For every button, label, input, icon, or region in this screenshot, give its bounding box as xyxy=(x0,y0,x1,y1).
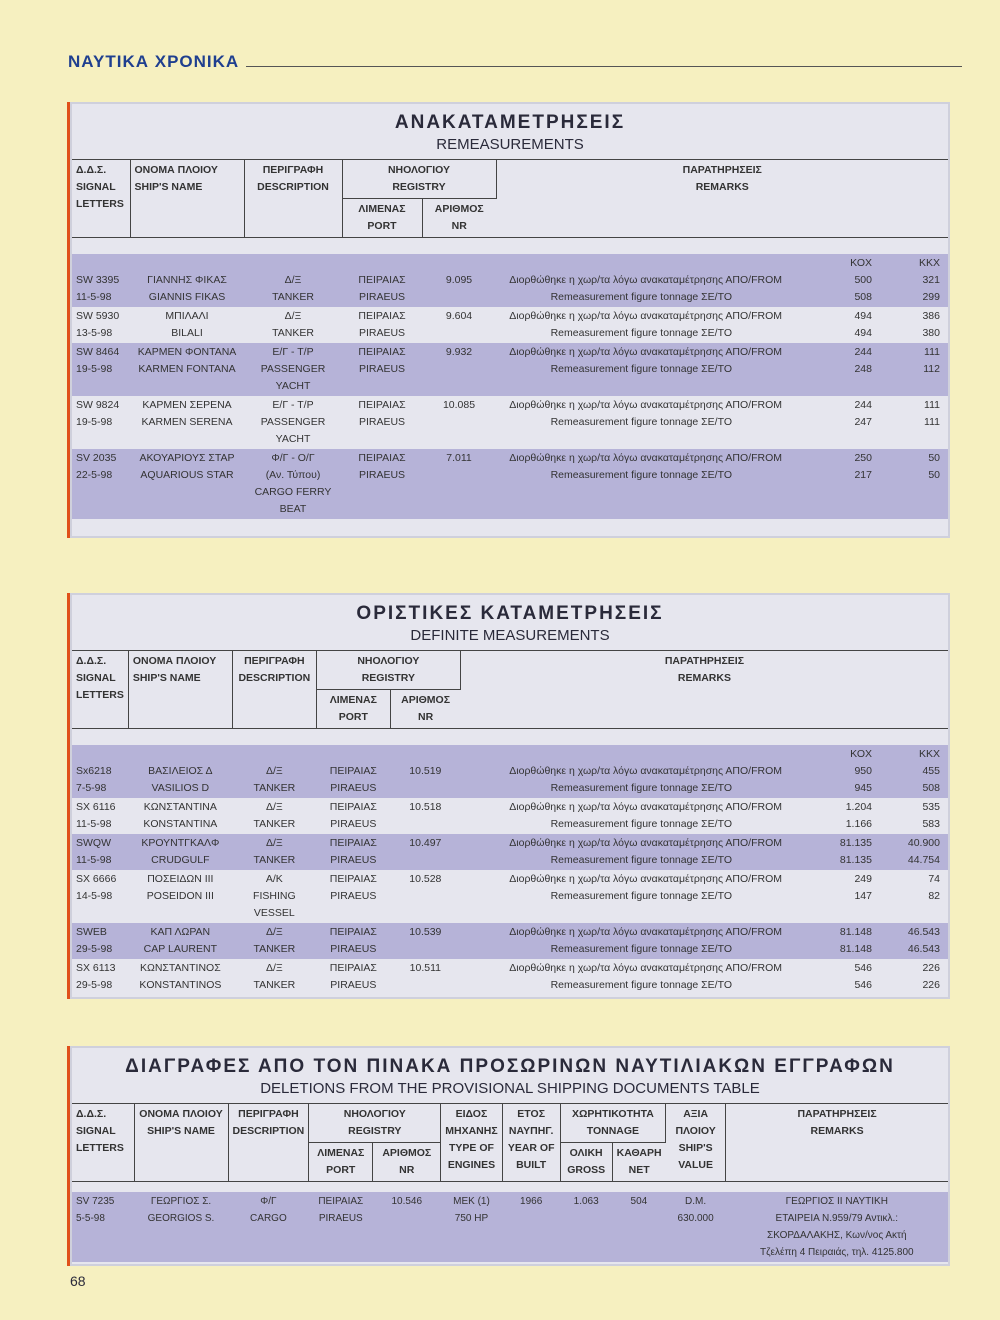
ship-name: ΑΚΟΥΑΡΙΟΥΣ ΣΤΑΡ AQUARIOUS STAR xyxy=(130,449,244,519)
definite-table xyxy=(72,650,948,995)
description: Φ/Γ CARGO xyxy=(228,1192,309,1262)
signal-letters: SWQW 11-5-98 xyxy=(72,834,128,870)
port: ΠΕΙΡΑΙΑΣ PIRAEUS xyxy=(309,1192,373,1262)
col-engine: ΕΙΔΟΣ ΜΗΧΑΝΗΣ TYPE OF ENGINES xyxy=(441,1104,502,1182)
remeasurements-subtitle: REMEASUREMENTS xyxy=(436,136,584,153)
port: ΠΕΙΡΑΙΑΣ PIRAEUS xyxy=(316,834,390,870)
deletions-table xyxy=(72,1103,948,1262)
port: ΠΕΙΡΑΙΑΣ PIRAEUS xyxy=(342,449,422,519)
table-row xyxy=(72,449,948,519)
signal-letters: Sx6218 7-5-98 xyxy=(72,745,128,798)
col-desc: ΠΕΡΙΓΡΑΦΗ DESCRIPTION xyxy=(232,651,316,729)
col-registry: ΝΗΟΛΟΓΙΟΥ REGISTRY xyxy=(342,160,496,199)
ship-value: D.M. 630.000 xyxy=(666,1192,726,1262)
registry-nr: 10.519 xyxy=(390,745,460,798)
ship-name: ΚΑΡΜΕΝ ΣΕΡΕΝΑ KARMEN SERENA xyxy=(141,399,233,428)
signal-letters: SV 2035 22-5-98 xyxy=(72,449,130,519)
year-built: 1966 xyxy=(502,1192,560,1262)
signal-letters: SW 3395 11-5-98 xyxy=(72,254,130,307)
remarks: Διορθώθηκε η χωρ/τα λόγω ανακαταμέτρησης ΑΠΟ/FROM 249 74 Remeasurement figure tonnage ΣΕ/TO 147 82 xyxy=(509,873,940,902)
registry-nr: 9.604 xyxy=(445,310,473,322)
col-port: ΛΙΜΕΝΑΣ PORT xyxy=(342,199,422,238)
description: Α/Κ FISHING VESSEL xyxy=(253,873,296,919)
port: ΠΕΙΡΑΙΑΣ PIRAEUS xyxy=(358,399,406,428)
gross-tonnage: 1.063 xyxy=(560,1192,612,1262)
col-letters: Δ.Δ.Σ. SIGNAL LETTERS xyxy=(72,651,128,729)
table-row xyxy=(72,1192,948,1262)
description: Δ/Ξ TANKER xyxy=(253,962,296,991)
deletions-subtitle: DELETIONS FROM THE PROVISIONAL SHIPPING DOCUMENTS TABLE xyxy=(260,1080,760,1097)
ship-name: ΚΑΡΜΕΝ ΦΟΝΤΑΝΑ KARMEN FONTANA xyxy=(130,343,244,396)
registry-nr: 10.539 xyxy=(390,923,460,959)
col-desc: ΠΕΡΙΓΡΑΦΗ DESCRIPTION xyxy=(228,1104,309,1182)
remarks: Διορθώθηκε η χωρ/τα λόγω ανακαταμέτρησης ΑΠΟ/FROM 1.204 535 Remeasurement figure tonnage ΣΕ/TO 1.166 583 xyxy=(509,801,940,830)
col-tonnage: ΧΩΡΗΤΙΚΟΤΗΤΑ TONNAGE xyxy=(560,1104,665,1143)
description: Φ/Γ - Ο/Γ (Αν. Τύπου) CARGO FERRY BEAT xyxy=(244,449,342,519)
col-name: ΟΝΟΜΑ ΠΛΟΙΟΥ SHIP'S NAME xyxy=(134,1104,228,1182)
registry-nr: 10.497 xyxy=(390,834,460,870)
ship-name: ΚΩΝΣΤΑΝΤΙΝΟΣ KONSTANTINOS xyxy=(139,962,222,991)
remarks: Διορθώθηκε η χωρ/τα λόγω ανακαταμέτρησης ΑΠΟ/FROM 81.148 46.543 Remeasurement figure tonnage ΣΕ/TO 81.148 46.543 xyxy=(460,923,948,959)
port: ΠΕΙΡΑΙΑΣ PIRAEUS xyxy=(329,873,377,902)
port: ΠΕΙΡΑΙΑΣ PIRAEUS xyxy=(342,254,422,307)
kkx-label: ΚΚΧ xyxy=(918,257,940,269)
remeasurements-panel xyxy=(70,102,950,538)
deletions-panel xyxy=(70,1046,950,1266)
table-row xyxy=(72,745,948,798)
magazine-title: ΝΑΥΤΙΚΑ ΧΡΟΝΙΚΑ xyxy=(68,52,240,71)
ship-name: ΚΑΠ ΛΩΡΑΝ CAP LAURENT xyxy=(128,923,232,959)
col-letters: Δ.Δ.Σ. SIGNAL LETTERS xyxy=(72,160,130,238)
signal-letters: SX 6666 14-5-98 xyxy=(76,873,117,902)
table-row xyxy=(72,959,948,995)
port: ΠΕΙΡΑΙΑΣ PIRAEUS xyxy=(316,923,390,959)
col-name: ΟΝΟΜΑ ΠΛΟΙΟΥ SHIP'S NAME xyxy=(130,160,244,238)
col-registry: ΝΗΟΛΟΓΙΟΥ REGISTRY xyxy=(316,651,460,690)
remarks: Διορθώθηκε η χωρ/τα λόγω ανακαταμέτρησης ΑΠΟ/FROM 244 111 Remeasurement figure tonnage ΣΕ/TO 247 111 xyxy=(509,399,940,428)
signal-letters: SWEB 29-5-98 xyxy=(72,923,128,959)
port: ΠΕΙΡΑΙΑΣ PIRAEUS xyxy=(358,310,406,339)
registry-nr: 10.511 xyxy=(409,962,442,974)
signal-letters: SX 6116 11-5-98 xyxy=(76,801,116,830)
port: ΠΕΙΡΑΙΑΣ PIRAEUS xyxy=(329,801,377,830)
col-registry: ΝΗΟΛΟΓΙΟΥ REGISTRY xyxy=(309,1104,441,1143)
col-port: ΛΙΜΕΝΑΣ PORT xyxy=(316,690,390,729)
col-remarks: ΠΑΡΑΤΗΡΗΣΕΙΣ REMARKS xyxy=(726,1104,948,1182)
table-row xyxy=(72,923,948,959)
registry-nr: 9.932 xyxy=(422,343,496,396)
ship-name: ΚΡΟΥΝΤΓΚΑΛΦ CRUDGULF xyxy=(128,834,232,870)
remarks: ΓΕΩΡΓΙΟΣ ΙΙ ΝΑΥΤΙΚΗ ΕΤΑΙΡΕΙΑ Ν.959/79 Αντικλ.: ΣΚΟΡΔΑΛΑΚΗΣ, Κων/νος Ακτή Τζελέπη 4 Πειραιάς, τηλ. 4125.800 xyxy=(726,1192,948,1262)
ship-name: ΒΑΣΙΛΕΙΟΣ Δ VASILIOS D xyxy=(128,745,232,798)
table-row xyxy=(72,870,948,923)
definite-subtitle: DEFINITE MEASUREMENTS xyxy=(410,627,610,644)
registry-nr: 10.528 xyxy=(409,873,442,885)
table-row xyxy=(72,396,948,449)
page-number: 68 xyxy=(70,1273,86,1289)
col-remarks: ΠΑΡΑΤΗΡΗΣΕΙΣ REMARKS xyxy=(496,160,948,238)
description: Ε/Γ - Τ/Ρ PASSENGER YACHT xyxy=(260,399,326,445)
engine-type: ΜΕΚ (1) 750 HP xyxy=(441,1192,502,1262)
table-row xyxy=(72,343,948,396)
col-letters: Δ.Δ.Σ. SIGNAL LETTERS xyxy=(72,1104,134,1182)
table-row xyxy=(72,254,948,307)
description: Δ/Ξ TANKER xyxy=(253,801,296,830)
remeasurements-title: ΑΝΑΚΑΤΑΜΕΤΡΗΣΕΙΣ xyxy=(394,112,626,133)
remarks: ΚΟΧ ΚΚΧ Διορθώθηκε η χωρ/τα λόγω ανακαταμέτρησης ΑΠΟ/FROM 950 455 Remeasurement figure tonnage ΣΕ/TO 945 508 xyxy=(460,745,948,798)
remarks: Διορθώθηκε η χωρ/τα λόγω ανακαταμέτρησης ΑΠΟ/FROM 494 386 Remeasurement figure tonnage ΣΕ/TO 494 380 xyxy=(509,310,940,339)
registry-nr: 9.095 xyxy=(422,254,496,307)
deletions-title: ΔΙΑΓΡΑΦΕΣ ΑΠΟ ΤΟΝ ΠΙΝΑΚΑ ΠΡΟΣΩΡΙΝΩΝ ΝΑΥΤΙΛΙΑΚΩΝ ΕΓΓΡΑΦΩΝ xyxy=(125,1056,895,1077)
port: ΠΕΙΡΑΙΑΣ PIRAEUS xyxy=(329,962,377,991)
definite-title: ΟΡΙΣΤΙΚΕΣ ΚΑΤΑΜΕΤΡΗΣΕΙΣ xyxy=(356,603,664,624)
kkx-label: ΚΚΧ xyxy=(918,748,940,760)
col-port: ΛΙΜΕΝΑΣ PORT xyxy=(309,1143,373,1182)
description: Δ/Ξ TANKER xyxy=(232,834,316,870)
col-nr: ΑΡΙΘΜΟΣ NR xyxy=(373,1143,441,1182)
net-tonnage: 504 xyxy=(612,1192,665,1262)
ship-name: ΠΟΣΕΙΔΩΝ ΙΙΙ POSEIDON III xyxy=(146,873,214,902)
ship-name: ΜΠΙΛΑΛΙ BILALI xyxy=(165,310,209,339)
remarks: Διορθώθηκε η χωρ/τα λόγω ανακαταμέτρησης ΑΠΟ/FROM 81.135 40.900 Remeasurement figure tonnage ΣΕ/TO 81.135 44.754 xyxy=(460,834,948,870)
ship-name: ΚΩΝΣΤΑΝΤΙΝΑ KONSTANTINA xyxy=(143,801,218,830)
header-rule xyxy=(246,66,962,67)
description: Δ/Ξ TANKER xyxy=(272,310,314,339)
col-remarks: ΠΑΡΑΤΗΡΗΣΕΙΣ REMARKS xyxy=(460,651,948,729)
col-nr: ΑΡΙΘΜΟΣ NR xyxy=(390,690,460,729)
definite-panel xyxy=(70,593,950,999)
description: Δ/Ξ TANKER xyxy=(232,745,316,798)
registry-nr: 10.518 xyxy=(409,801,442,813)
kox-label: ΚΟΧ xyxy=(850,748,872,760)
signal-letters: SW 5930 13-5-98 xyxy=(76,310,120,339)
col-name: ΟΝΟΜΑ ΠΛΟΙΟΥ SHIP'S NAME xyxy=(128,651,232,729)
table-row xyxy=(72,798,948,834)
registry-nr: 10.085 xyxy=(442,399,476,411)
signal-letters: SW 9824 19-5-98 xyxy=(76,399,120,428)
ship-name: ΓΕΩΡΓΙΟΣ Σ. GEORGIOS S. xyxy=(134,1192,228,1262)
registry-nr: 10.546 xyxy=(373,1192,441,1262)
col-nr: ΑΡΙΘΜΟΣ NR xyxy=(422,199,496,238)
col-net: ΚΑΘΑΡΗ NET xyxy=(612,1143,665,1182)
port: ΠΕΙΡΑΙΑΣ PIRAEUS xyxy=(342,343,422,396)
remarks: Διορθώθηκε η χωρ/τα λόγω ανακαταμέτρησης ΑΠΟ/FROM 244 111 Remeasurement figure tonnage ΣΕ/TO 248 112 xyxy=(496,343,948,396)
description: Δ/Ξ TANKER xyxy=(244,254,342,307)
description: Ε/Γ - Τ/Ρ PASSENGER YACHT xyxy=(244,343,342,396)
port: ΠΕΙΡΑΙΑΣ PIRAEUS xyxy=(316,745,390,798)
col-year: ΕΤΟΣ ΝΑΥΠΗΓ. YEAR OF BUILT xyxy=(502,1104,560,1182)
remarks: Διορθώθηκε η χωρ/τα λόγω ανακαταμέτρησης ΑΠΟ/FROM 250 50 Remeasurement figure tonnage ΣΕ/TO 217 50 xyxy=(496,449,948,519)
col-value: ΑΞΙΑ ΠΛΟΙΟΥ SHIP'S VALUE xyxy=(666,1104,726,1182)
col-desc: ΠΕΡΙΓΡΑΦΗ DESCRIPTION xyxy=(244,160,342,238)
remeasurements-table xyxy=(72,159,948,519)
remarks: ΚΟΧ ΚΚΧ Διορθώθηκε η χωρ/τα λόγω ανακαταμέτρησης ΑΠΟ/FROM 500 321 Remeasurement figure tonnage ΣΕ/TO 508 299 xyxy=(496,254,948,307)
registry-nr: 7.011 xyxy=(422,449,496,519)
description: Δ/Ξ TANKER xyxy=(232,923,316,959)
signal-letters: SV 7235 5-5-98 xyxy=(72,1192,134,1262)
remarks: Διορθώθηκε η χωρ/τα λόγω ανακαταμέτρησης ΑΠΟ/FROM 546 226 Remeasurement figure tonnage ΣΕ/TO 546 226 xyxy=(509,962,940,991)
ship-name: ΓΙΑΝΝΗΣ ΦΙΚΑΣ GIANNIS FIKAS xyxy=(130,254,244,307)
table-row xyxy=(72,307,948,343)
kox-label: ΚΟΧ xyxy=(850,257,872,269)
signal-letters: SW 8464 19-5-98 xyxy=(72,343,130,396)
table-row xyxy=(72,834,948,870)
signal-letters: SX 6113 29-5-98 xyxy=(76,962,116,991)
col-gross: ΟΛΙΚΗ GROSS xyxy=(560,1143,612,1182)
